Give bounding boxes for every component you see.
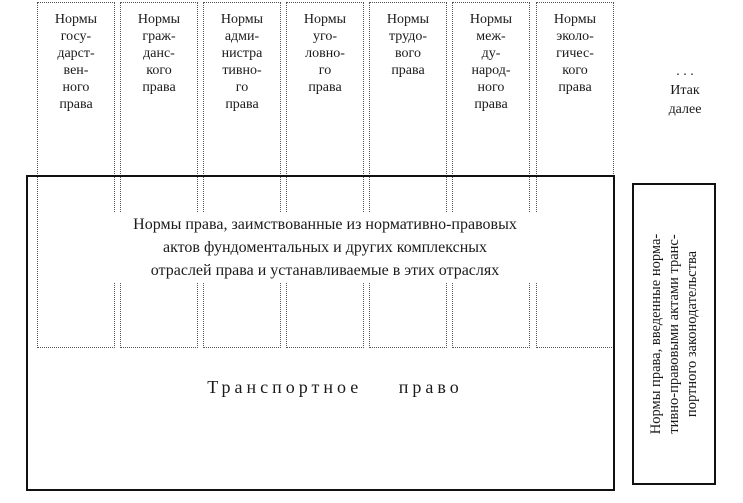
column-label: Нормы трудо- вого права: [386, 12, 430, 78]
transport-legislation-box: [632, 183, 716, 485]
column-label: Нормы адми- нистра тивно- го права: [220, 12, 264, 112]
column-label: Нормы госу- дарст- вен- ного права: [54, 12, 98, 112]
and-so-on-label: . . . Итак далее: [668, 64, 702, 117]
borrowed-norms-label: Нормы права, заимствованные из нормативно-правовых актов фундоментальных и других комплексных отраслей права и устанавливаемые в этих отраслях: [90, 213, 560, 282]
transport-law-label: Транспортное право: [207, 377, 463, 397]
column-label: Нормы эколо- гичес- кого права: [553, 12, 597, 95]
column-label: Нормы меж- ду- народ- ного права: [469, 12, 513, 112]
column-label: Нормы граж- данс- кого права: [137, 12, 181, 95]
column-label: Нормы уго- ловно- го права: [303, 12, 347, 95]
transport-legislation-label: Нормы права, введенные норма- тивно-правовыми актами транс- портного законодательства: [648, 233, 700, 435]
